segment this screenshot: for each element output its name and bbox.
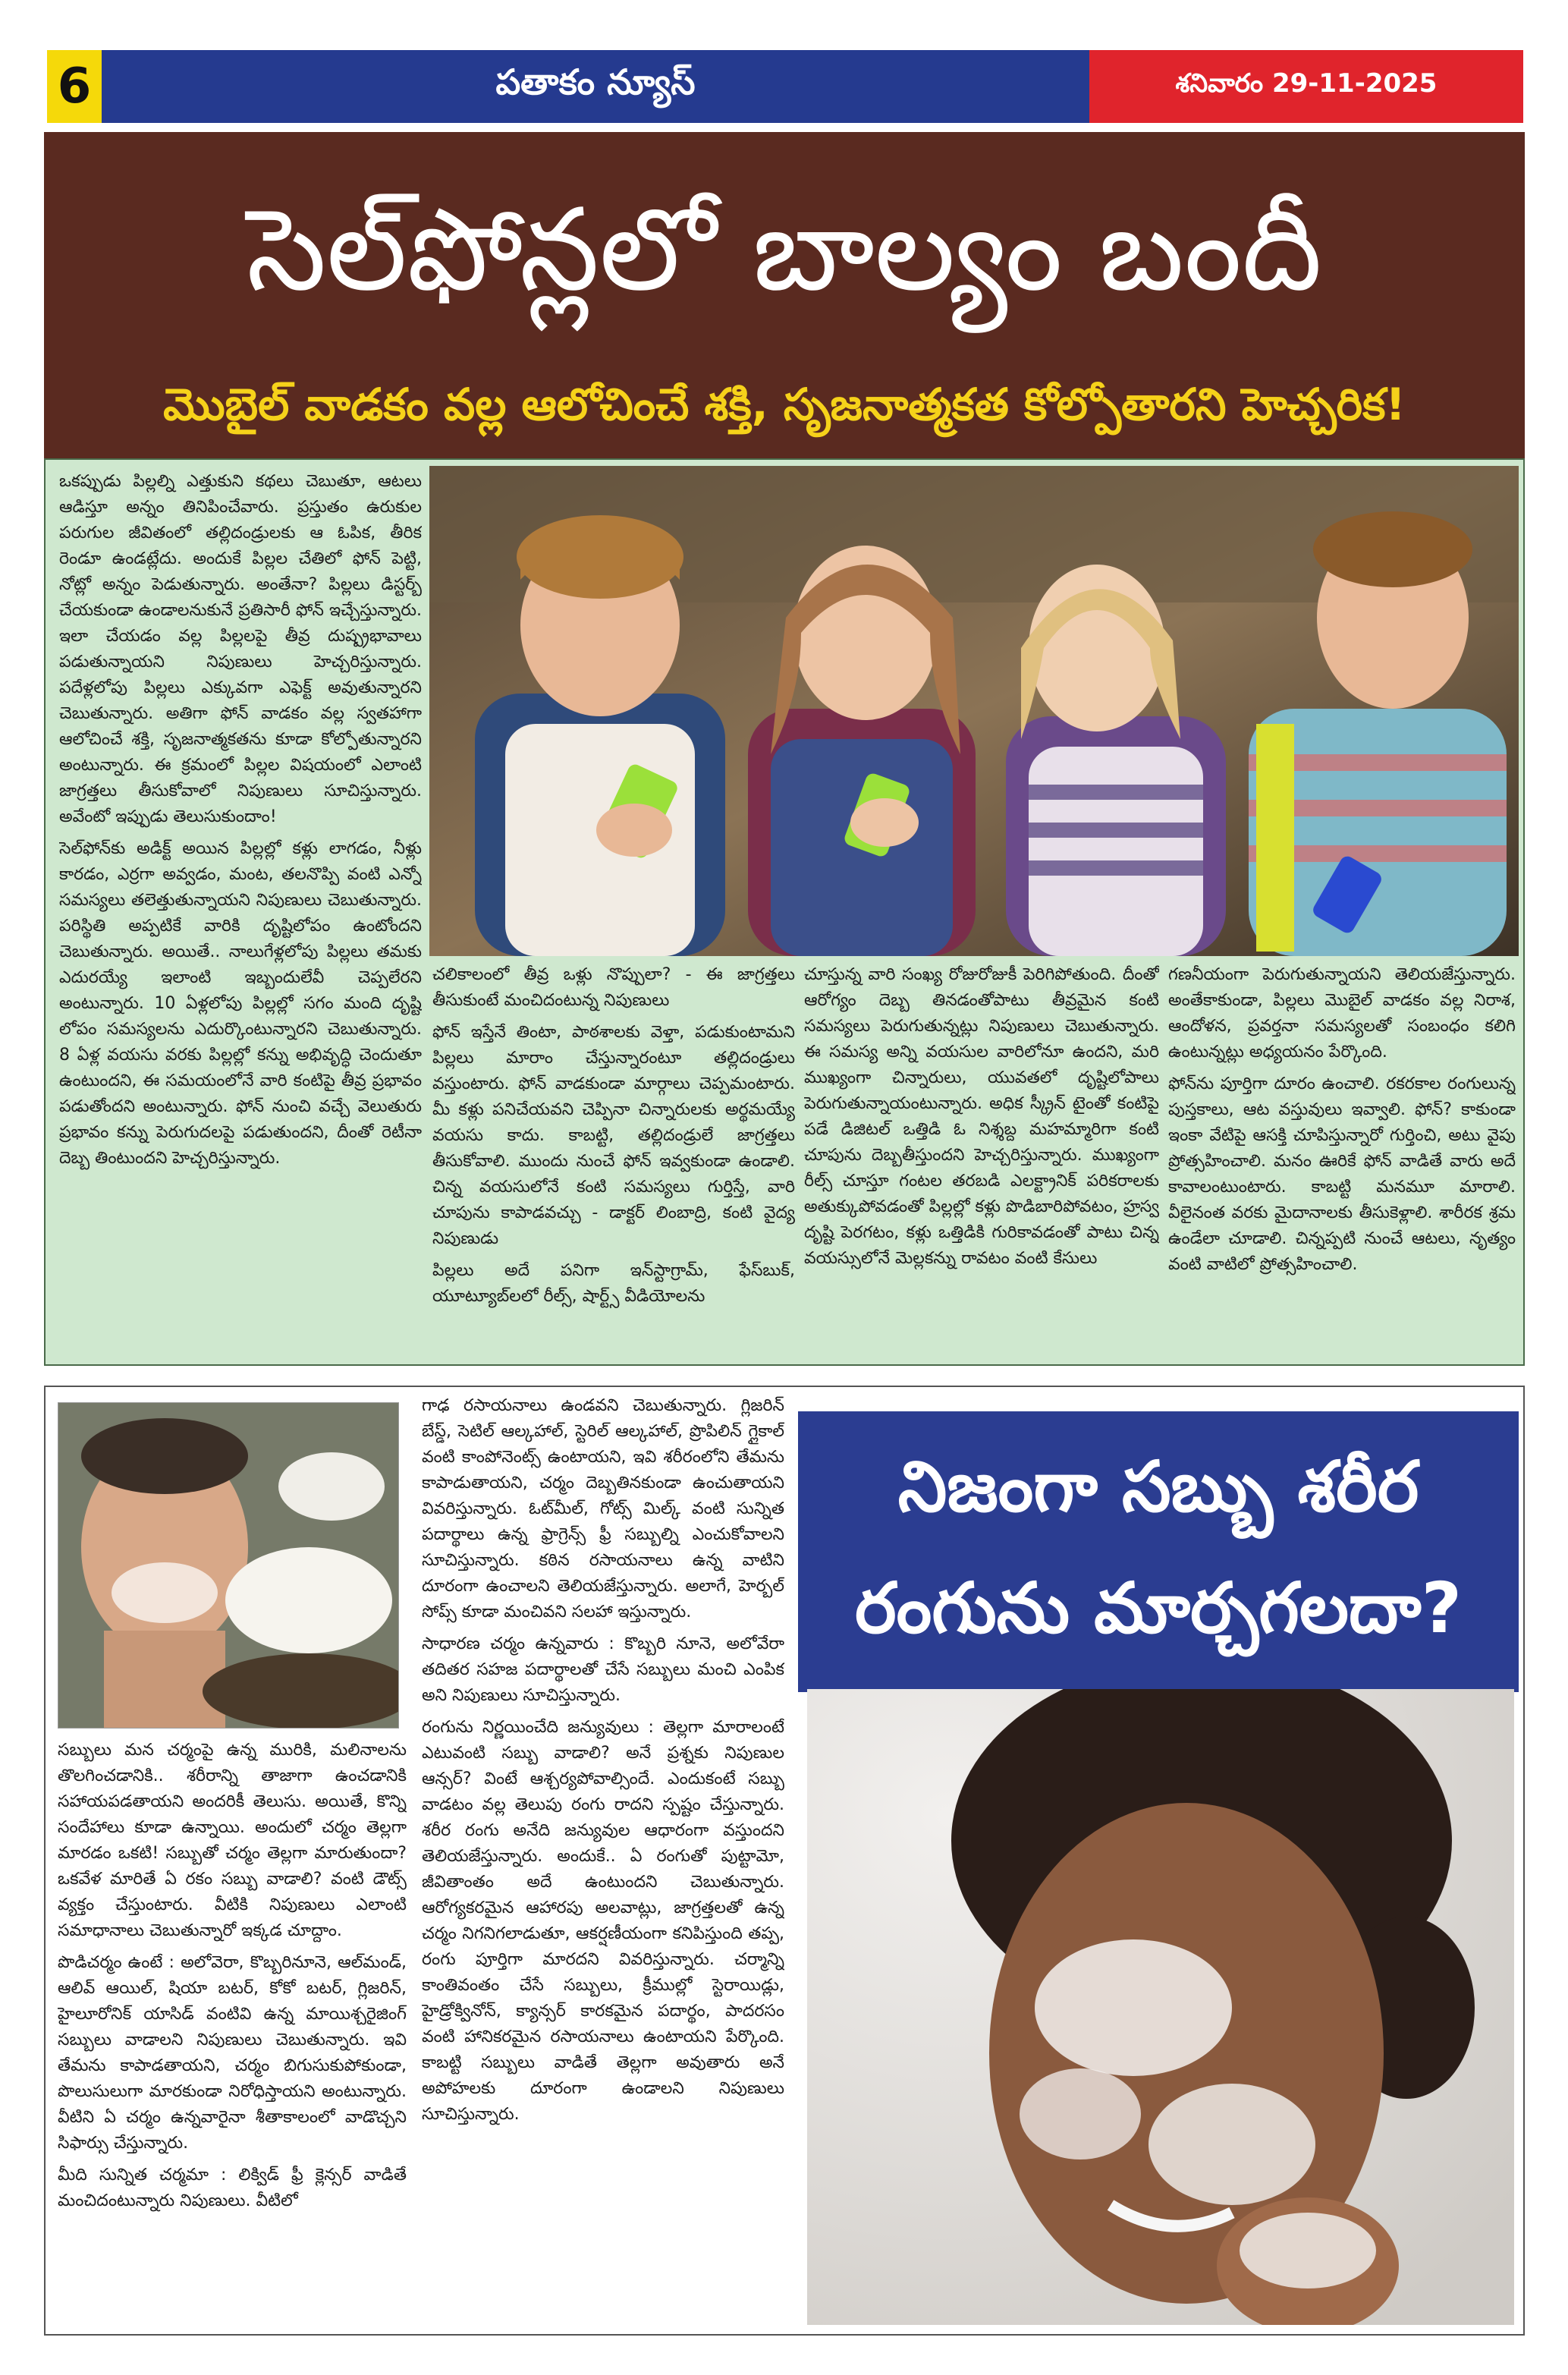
article1-column-3 [804,962,1159,1358]
article1-col2-para-2: ఫోన్ ఇస్తేనే తింటా, పాఠశాలకు వెళ్తా, పడుకుంటామని పిల్లలు మారాం చేస్తున్నారంటూ తల్లిదండ్రులు వస్తుంటారు. ఫోన్ వాడకుండా మార్గాలు చెప్పమంటారు. మీ కళ్లు పనిచేయవని చెప్పినా చిన్నారులకు అర్థమయ్యే వయసు కాదు. కాబట్టి, తల్లిదండ్రులే జాగ్రత్తలు తీసుకోవాలి. ముందు నుంచే ఫోన్ ఇవ్వకుండా ఉండాలి. చిన్న వయసులోనే కంటి సమస్యలు గుర్తిస్తే, వారి చూపును కాపాడవచ్చు - డాక్టర్ లింబాద్రి, కంటి వైద్య నిపుణుడు [432,1023,795,1248]
article1-col2-para-1: చలికాలంలో తీవ్ర ఒళ్లు నొప్పులా? - ఈ జాగ్రత్తలు తీసుకుంటే మంచిదంటున్న నిపుణులు [432,965,795,1010]
article2-column-2 [422,1393,784,2328]
page-number: 6 [47,50,102,123]
article2-headline [798,1427,1519,1677]
article1-col1-para-1: ఒకప్పుడు పిల్లల్ని ఎత్తుకుని కథలు చెబుతూ, ఆటలు ఆడిస్తూ అన్నం తినిపించేవారు. ప్రస్తుతం ఉరుకుల పరుగుల జీవితంలో తల్లిదండ్రులకు ఆ ఓపిక, తీరిక రెండూ ఉండట్లేదు. అందుకే పిల్లల చేతిలో ఫోన్ పెట్టి, నోట్లో అన్నం పెడుతున్నారు. అంతేనా? పిల్లలు డిస్టర్బ్ చేయకుండా ఉండాలనుకునే ప్రతిసారీ ఫోన్ ఇచ్చేస్తున్నారు. ఇలా చేయడం వల్ల పిల్లలపై తీవ్ర దుష్ప్రభావాలు పడుతున్నాయని నిపుణులు హెచ్చరిస్తున్నారు. పదేళ్లలోపు పిల్లలు ఎక్కువగా ఎఫెక్ట్ అవుతున్నారని చెబుతున్నారు. అతిగా ఫోన్ వాడకం వల్ల స్వతహాగా ఆలోచించే శక్తి, సృజనాత్మకతను కూడా కోల్పోతున్నారని అంటున్నారు. ఈ క్రమంలో పిల్లల విషయంలో ఎలాంటి జాగ్రత్తలు తీసుకోవాలో నిపుణులు సూచిస్తున్నారు. అవేంటో ఇప్పుడు తెలుసుకుందాం! [59,472,422,826]
masthead: పతాకం న్యూస్ [102,50,1089,123]
article1-subheadline: మొబైల్ వాడకం వల్ల ఆలోచించే శక్తి, సృజనాత్మకత కోల్పోతారని హెచ్చరిక! [163,379,1406,430]
article2-column-1 [58,1738,407,2328]
article1-col3-para-1: చూస్తున్న వారి సంఖ్య రోజురోజుకీ పెరిగిపోతుంది. దీంతో ఆరోగ్యం దెబ్బ తినడంతోపాటు తీవ్రమైన కంటి సమస్యలు పెరుగుతున్నట్లు నిపుణులు చెబుతున్నారు. ఈ సమస్య అన్ని వయసుల వారిలోనూ ఉందని, మరి ముఖ్యంగా చిన్నారులు, యువతలో దృష్టిలోపాలు పెరుగుతున్నాయంటున్నారు. అధిక స్క్రీన్ టైంతో కంటిపై పడే డిజిటల్ ఒత్తిడి ఓ నిశ్శబ్ద మహమ్మారిగా కంటి చూపును దెబ్బతీస్తుందని హెచ్చరిస్తున్నారు. ముఖ్యంగా రీల్స్ చూస్తూ గంటల తరబడి ఎలక్ట్రానిక్ పరికరాలకు అతుక్కుపోవడంతో పిల్లల్లో కళ్లు పొడిబారిపోవటం, హ్రస్వ దృష్టి పెరగటం, కళ్లు ఒత్తిడికి గురికావడంతో పాటు చిన్న వయస్సులోనే మెల్లకన్ను రావటం వంటి కేసులు [804,965,1159,1268]
article1-col4-para-1: గణనీయంగా పెరుగుతున్నాయని తెలియజేస్తున్నారు. అంతేకాకుండా, పిల్లలు మొబైల్ వాడకం వల్ల నిరాశ, ఆందోళన, ప్రవర్తనా సమస్యలతో సంబంధం కలిగి ఉంటున్నట్లు అధ్యయనం పేర్కొంది. [1168,965,1516,1062]
article1-column-1 [59,469,422,1357]
article2-headline-line-2: రంగును మార్చగలదా? [855,1568,1462,1649]
article2-col1-para-1: సబ్బులు మన చర్మంపై ఉన్న మురికి, మలినాలను తొలగించడానికి.. శరీరాన్ని తాజాగా ఉంచడానికి సహాయపడతాయని అందరికీ తెలుసు. అయితే, కొన్ని సందేహాలు కూడా ఉన్నాయి. అందులో చర్మం తెల్లగా మారడం ఒకటి! సబ్బుతో చర్మం తెల్లగా మారుతుందా? ఒకవేళ మారితే ఏ రకం సబ్బు వాడాలి? వంటి డౌట్స్ వ్యక్తం చేస్తుంటారు. వీటికి నిపుణులు ఎలాంటి సమాధానాలు చెబుతున్నారో ఇక్కడ చూద్దాం. [58,1741,407,1940]
man-with-soap-photo [58,1402,399,1729]
article1-headline: సెల్‌ఫోన్లలో బాల్యం బందీ [247,184,1322,316]
article2-col1-para-3: మీది సున్నిత చర్మమా : లిక్విడ్ ఫ్రీ క్లెన్సర్ వాడితే మంచిదంటున్నారు నిపుణులు. వీటిలో [58,2166,407,2210]
article2-headline-line-1: నిజంగా సబ్బు శరీర [897,1446,1419,1527]
article2-col2-para-3: రంగును నిర్ణయించేది జన్యువులు : తెల్లగా మారాలంటే ఎటువంటి సబ్బు వాడాలి? అనే ప్రశ్నకు నిపుణుల ఆన్సర్? వింటే ఆశ్చర్యపోవాల్సిందే. ఎందుకంటే సబ్బు వాడటం వల్ల తెలుపు రంగు రాదని స్పష్టం చేస్తున్నారు. శరీర రంగు అనేది జన్యువుల ఆధారంగా వస్తుందని తెలియజేస్తున్నారు. అందుకే.. ఏ రంగుతో పుట్టామో, జీవితాంతం అదే ఉంటుందని చెబుతున్నారు. ఆరోగ్యకరమైన ఆహారపు అలవాట్లు, జాగ్రత్తలతో ఉన్న చర్మం నిగనిగలాడుతూ, ఆకర్షణీయంగా కనిపిస్తుంది తప్ప, రంగు పూర్తిగా మారదని వివరిస్తున్నారు. చర్మాన్ని కాంతివంతం చేసే సబ్బులు, క్రీముల్లో స్టెరాయిడ్లు, హైడ్రోక్వినోన్, క్యాన్సర్ కారకమైన పదార్థం, పాదరసం వంటి హానికరమైన రసాయనాలు ఉంటాయని పేర్కొంది. కాబట్టి సబ్బులు వాడితే తెల్లగా అవుతారు అనే అపోహలకు దూరంగా ఉండాలని నిపుణులు సూచిస్తున్నారు. [422,1718,784,2124]
dateline: శనివారం 29-11-2025 [1089,50,1523,123]
article1-col4-para-2: ఫోన్‌ను పూర్తిగా దూరం ఉంచాలి. రకరకాల రంగులున్న పుస్తకాలు, ఆట వస్తువులు ఇవ్వాలి. ఫోన్? కాకుండా ఇంకా వేటిపై ఆసక్తి చూపిస్తున్నారో గుర్తించి, అటు వైపు ప్రోత్సహించాలి. మనం ఊరికే ఫోన్ వాడితే వారు అదే కావాలంటుంటారు. కాబట్టి మనమూ మారాలి. వీలైనంత వరకు మైదానాలకు తీసుకెళ్లాలి. శారీరక శ్రమ ఉండేలా చూడాలి. చిన్నప్పటి నుంచే ఆటలు, నృత్యం వంటి వాటిలో ప్రోత్సహించాలి. [1168,1074,1516,1274]
kids-with-phones-photo [429,466,1519,956]
article1-column-2 [432,962,795,1358]
woman-washing-face-photo [807,1689,1514,2325]
article2-col1-para-2: పొడిచర్మం ఉంటే : అలోవెరా, కొబ్బరినూనె, ఆల్‌మండ్, ఆలివ్ ఆయిల్, షియా బటర్, కోకో బటర్, గ్లిజరిన్, హైలూరోనిక్ యాసిడ్ వంటివి ఉన్న మాయిశ్చరైజింగ్ సబ్బులు వాడాలని నిపుణులు చెబుతున్నారు. ఇవి తేమను కాపాడతాయని, చర్మం బిగుసుకుపోకుండా, పొలుసులుగా మారకుండా నిరోధిస్తాయని అంటున్నారు. వీటిని ఏ చర్మం ఉన్నవారైనా శీతాకాలంలో వాడొచ్చని సిఫార్సు చేస్తున్నారు. [58,1953,407,2153]
article1-column-4 [1168,962,1516,1358]
article1-col1-para-2: సెల్‌ఫోన్‌కు అడిక్ట్ అయిన పిల్లల్లో కళ్లు లాగడం, నీళ్లు కారడం, ఎర్రగా అవ్వడం, మంట, తలనొప్పి వంటి ఎన్నో సమస్యలు తలెత్తుతున్నాయని నిపుణులు చెబుతున్నారు. పరిస్థితి అప్పటికే వారికి దృష్టిలోపం ఉంటోందని చెబుతున్నారు. అయితే.. నాలుగేళ్లలోపు పిల్లలు తమకు ఎదురయ్యే ఇలాంటి ఇబ్బందులేవీ చెప్పలేరని అంటున్నారు. 10 ఏళ్లలోపు పిల్లల్లో సగం మంది దృష్టి లోపం సమస్యలను ఎదుర్కొంటున్నారని చెబుతున్నారు. 8 ఏళ్ల వయసు వరకు పిల్లల్లో కన్ను అభివృద్ధి చెందుతూ ఉంటుందని, ఈ సమయంలోనే వారి కంటిపై తీవ్ర ప్రభావం పడుతోందని అంటున్నారు. ఫోన్ నుంచి వచ్చే వెలుతురు ప్రభావం కన్ను పెరుగుదలపై పడుతుందని, దీంతో రెటీనా దెబ్బ తింటుందని హెచ్చరిస్తున్నారు. [59,839,422,1168]
article2-col2-para-1: గాఢ రసాయనాలు ఉండవని చెబుతున్నారు. గ్లిజరిన్ బేస్డ్, సెటిల్ ఆల్కహాల్, స్టెరిల్ ఆల్కహాల్, ప్రొపిలిన్ గ్లైకాల్ వంటి కాంపోనెంట్స్ ఉంటాయని, ఇవి శరీరంలోని తేమను కాపాడుతాయని, చర్మం దెబ్బతినకుండా ఉంచుతాయని వివరిస్తున్నారు. ఓట్‌మీల్, గోట్స్ మిల్క్ వంటి సున్నిత పదార్థాలు ఉన్న ఫ్రాగ్రెన్స్ ఫ్రీ సబ్బుల్ని ఎంచుకోవాలని సూచిస్తున్నారు. కఠిన రసాయనాలు ఉన్న వాటిని దూరంగా ఉంచాలని తెలియజేస్తున్నారు. అలాగే, హెర్బల్ సోప్స్ కూడా మంచివని సలహా ఇస్తున్నారు. [422,1396,784,1622]
article2-col2-para-2: సాధారణ చర్మం ఉన్నవారు : కొబ్బరి నూనె, అలోవేరా తదితర సహజ పదార్థాలతో చేసే సబ్బులు మంచి ఎంపిక అని నిపుణులు సూచిస్తున్నారు. [422,1634,784,1705]
article1-col2-para-3: పిల్లలు అదే పనిగా ఇన్‌స్టాగ్రామ్, ఫేస్‌బుక్, యూట్యూబ్‌లలో రీల్స్, షార్ట్స్ వీడియోలను [432,1261,795,1306]
